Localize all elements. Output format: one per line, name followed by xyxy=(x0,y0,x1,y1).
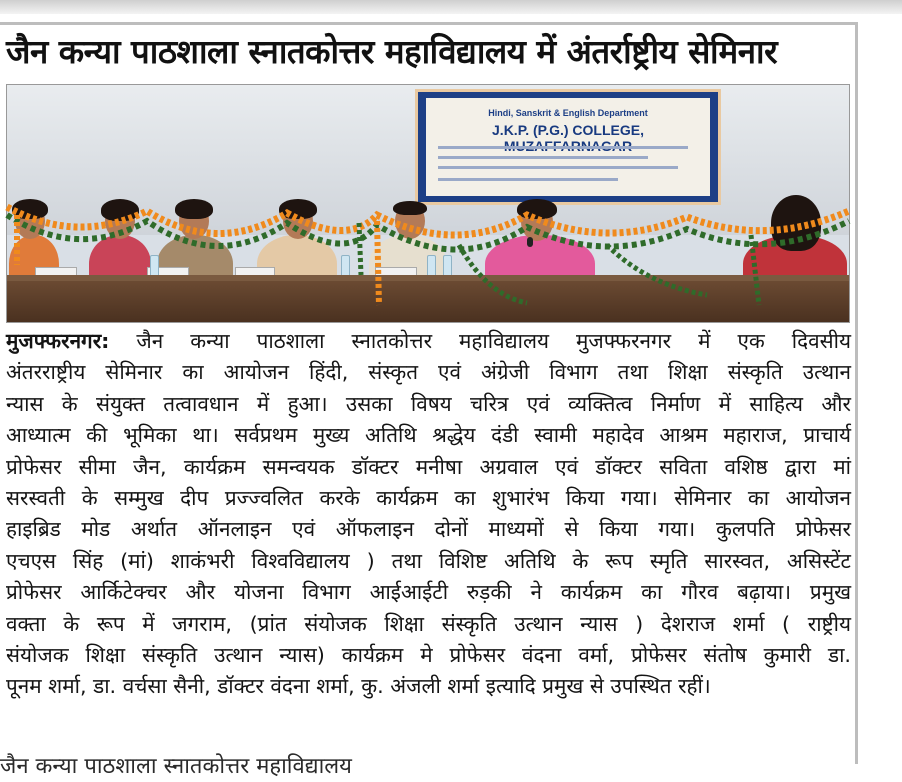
article-line: पूनम शर्मा, डा. वर्चसा सैनी, डॉक्टर वंदना शर्मा, कु. अंजली शर्मा इत्यादि प्रमुख से उपस्थित रहीं। xyxy=(6,674,711,699)
banner-department: Hindi, Sanskrit & English Department xyxy=(488,108,648,118)
article-line: अंतरराष्ट्रीय सेमिनार का आयोजन हिंदी, संस्कृत एवं अंग्रेजी विभाग तथा शिक्षा संस्कृति उत्थान xyxy=(6,360,851,385)
banner-college-name: J.K.P. (P.G.) COLLEGE, xyxy=(492,122,644,138)
article-line: संयोजक शिक्षा संस्कृति उत्थान न्यास) कार्यक्रम मे प्रोफेसर वंदना वर्मा, प्रोफेसर संतोष कुमारी डा. xyxy=(6,643,851,668)
article-line: आध्यात्म की भूमिका था। सर्वप्रथम मुख्य अतिथि श्रद्धेय दंडी स्वामी महादेव आश्रम महाराज, प्राचार्य xyxy=(6,423,851,448)
article-body xyxy=(6,326,851,703)
event-photo xyxy=(6,84,850,323)
article-line: प्रोफेसर आर्किटेक्चर और योजना विभाग आईआईटी रुड़की ने कार्यक्रम का गौरव बढ़ाया। प्रमुख xyxy=(6,580,851,605)
article-line: न्यास के संयुक्त तत्वावधान में हुआ। उसका विषय चरित्र एवं व्यक्तित्व निर्माण में साहित्य और xyxy=(6,391,851,416)
article-line: हाइब्रिड मोड अर्थात ऑनलाइन एवं ऑफलाइन दोनों माध्यमों से किया गया। कुलपति प्रोफेसर xyxy=(6,517,851,542)
top-border xyxy=(0,0,902,14)
cut-off-next-article: जैन कन्या पाठशाला स्नातकोत्तर महाविद्यालय xyxy=(0,754,352,779)
article-line: प्रोफेसर सीमा जैन, कार्यक्रम समन्वयक डॉक्टर मनीषा अग्रवाल एवं डॉक्टर सविता वशिष्ठ द्वारा मां xyxy=(6,454,851,479)
article-line: सरस्वती के सम्मुख दीप प्रज्ज्वलित करके कार्यक्रम का शुभारंभ किया गया। सेमिनार का आयोजन xyxy=(6,486,851,511)
marigold-garland xyxy=(7,185,849,322)
dateline: मुजफ्फरनगर: xyxy=(6,329,110,353)
article-line: एचएस सिंह (मां) शाकंभरी विश्वविद्यालय ) तथा विशिष्ट अतिथि के रूप स्मृति सारस्वत, असिस्टेंट xyxy=(6,548,851,573)
headline: जैन कन्या पाठशाला स्नातकोत्तर महाविद्यालय में अंतर्राष्ट्रीय सेमिनार xyxy=(6,32,778,71)
article-line: वक्ता के रूप में जगराम, (प्रांत संयोजक शिक्षा संस्कृति उत्थान न्यास ) देशराज शर्मा ( राष्ट्रीय xyxy=(6,611,851,636)
article-line: मुजफ्फरनगर: जैन कन्या पाठशाला स्नातकोत्तर महाविद्यालय मुजफ्फरनगर में एक दिवसीय xyxy=(6,329,851,353)
